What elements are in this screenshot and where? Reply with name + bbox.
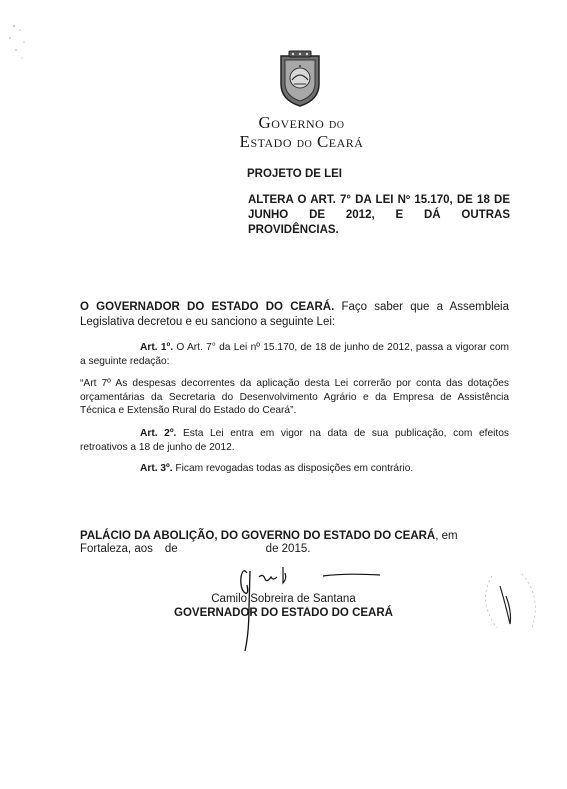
article-1: Art. 1º. O Art. 7° da Lei nº 15.170, de 18 de junho de 2012, passa a vigorar com a seguinte redação: <box>80 342 509 367</box>
scan-specks <box>0 20 40 80</box>
article-2: Art. 2º. Esta Lei entra em vigor na data de sua publicação, com efeitos retroativos a 18 de junho de 2012. <box>80 428 509 453</box>
signatory-title: GOVERNADOR DO ESTADO DO CEARÁ <box>174 607 393 619</box>
signatory-name: Camilo Sobreira de Santana <box>211 593 356 605</box>
document-title: PROJETO DE LEI <box>247 168 343 180</box>
ementa: ALTERA O ART. 7° DA LEI Nº 15.170, DE 18 DE JUNHO DE 2012, E DÁ OUTRAS PROVIDÊNCIAS. <box>248 194 510 236</box>
letterhead-line-2: Estado do Ceará <box>239 132 364 151</box>
ceara-coat-of-arms-icon <box>277 50 323 108</box>
article-3: Art. 3º. Ficam revogadas todas as disposições em contrário. <box>140 463 414 474</box>
faint-stamp-mark <box>472 566 552 636</box>
article-7-new-text: “Art 7º As despesas decorrentes da aplicação desta Lei correrão por conta das dotações orçamentárias da Secretaria do Desenvolvimento Agrário e da Empresa de Assistência Técnica e Extensão Rural do Estado do Ceará”. <box>80 378 509 416</box>
letterhead-line-1: Governo do <box>258 113 345 132</box>
date-line: Fortaleza, aos de de 2015. <box>80 543 311 555</box>
closing-line: PALÁCIO DA ABOLIÇÃO, DO GOVERNO DO ESTADO DO CEARÁ, em <box>80 530 458 542</box>
preamble: O GOVERNADOR DO ESTADO DO CEARÁ. Faço saber que a Assembleia Legislativa decretou e eu sanciono a seguinte Lei: <box>80 301 509 328</box>
